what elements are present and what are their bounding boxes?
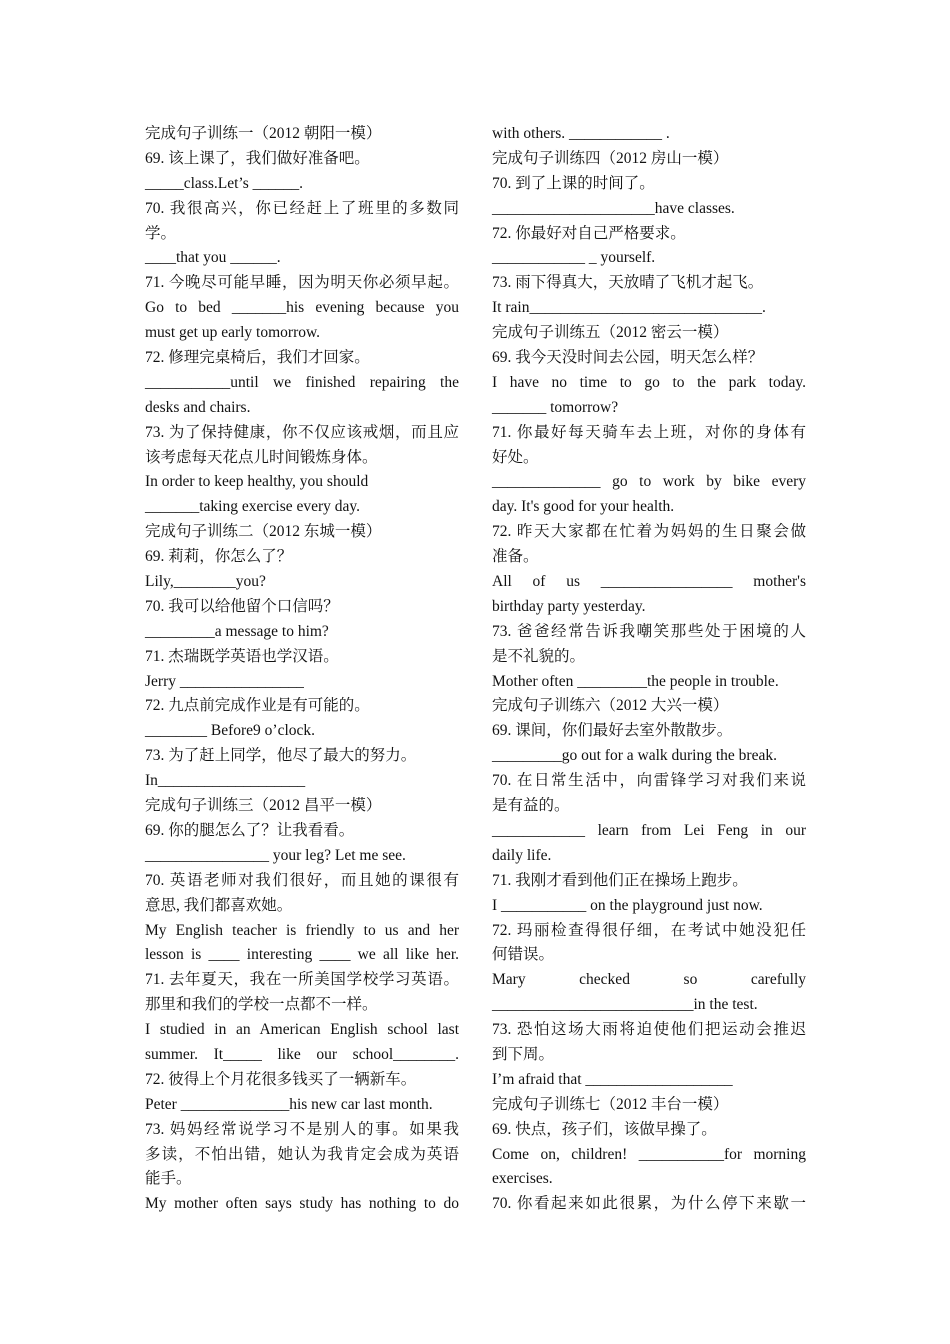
text-line: __________________________in the test. [492,996,758,1014]
text-line: 73. 爸爸经常告诉我嘲笑那些处于困境的人 [492,622,806,640]
text-line: My English teacher is friendly to us and her [145,921,459,939]
text-line: 73. 为了保持健康，你不仅应该戒烟，而且应 [145,423,459,441]
text-line: Peter ______________his new car last month. [145,1095,433,1113]
text-line: I studied in an American English school last [145,1021,459,1039]
text-line: 70. 我很高兴，你已经赶上了班里的多数同 [145,199,459,217]
text-line: _________a message to him? [145,622,329,640]
text-line: 能手。 [145,1170,192,1188]
text-line: 70. 英语老师对我们很好，而且她的课很有 [145,871,459,889]
text-line: 72. 你最好对自己严格要求。 [492,224,686,242]
text-line: 该考虑每天花点儿时间锻炼身体。 [145,448,378,466]
text-line: birthday party yesterday. [492,597,646,615]
text-line: 好处。 [492,448,539,466]
right-column [492,122,806,1217]
text-line: _______taking exercise every day. [145,498,361,516]
text-line: 72. 玛丽检查得很仔细，在考试中她没犯任 [492,921,806,939]
text-line: 73. 恐怕这场大雨将迫使他们把运动会推迟 [492,1021,806,1039]
text-line: ____________ learn from Lei Feng in our [492,821,806,839]
text-line: 69. 莉莉，你怎么了？ [145,548,293,566]
text-line: It rain______________________________. [492,299,766,317]
text-line: 完成句子训练三（2012 昌平一模） [145,797,382,815]
text-line: I ___________ on the playground just now. [492,896,763,914]
text-line: I have no time to go to the park today. [492,373,806,391]
text-line: ____________ _ yourself. [492,249,656,267]
text-line: exercises. [492,1170,553,1188]
text-line: 69. 快点，孩子们，该做早操了。 [492,1120,717,1138]
text-line: Come on, children! ___________for morning [492,1145,806,1163]
text-line: All of us _________________ mother's [492,573,806,591]
text-line: 完成句子训练一（2012 朝阳一模） [145,125,382,142]
text-line: 71. 你最好每天骑车去上班，对你的身体有 [492,423,806,441]
text-line: 69. 课间，你们最好去室外散散步。 [492,722,733,740]
text-line: ____that you ______. [145,249,281,267]
text-line: _____class.Let’s ______. [145,174,303,192]
text-line: 71. 今晚尽可能早睡，因为明天你必须早起。 [145,274,459,292]
text-line: In order to keep healthy, you should [145,473,369,491]
text-line: 69. 你的腿怎么了？让我看看。 [145,821,355,839]
text-line: In___________________ [145,772,306,790]
text-line: 72. 彼得上个月花很多钱买了一辆新车。 [145,1070,417,1088]
text-line: 完成句子训练四（2012 房山一模） [492,149,729,167]
text-line: 是有益的。 [492,797,570,815]
text-line: Mary checked so carefully [492,971,806,989]
text-line: 完成句子训练二（2012 东城一模） [145,523,382,541]
text-line: 完成句子训练七（2012 丰台一模） [492,1095,729,1113]
text-line: I’m afraid that ___________________ [492,1070,733,1088]
text-line: 72. 修理完桌椅后，我们才回家。 [145,349,370,367]
text-line: ________ Before9 o’clock. [145,722,316,740]
text-line: 准备。 [492,548,539,566]
text-line: Jerry ________________ [145,672,304,690]
text-line: 71. 去年夏天，我在一所美国学校学习英语。 [145,971,459,989]
text-line: Lily,________you? [145,573,266,591]
text-line: 70. 我可以给他留个口信吗？ [145,597,339,615]
text-line: ______________ go to work by bike every [492,473,806,491]
text-line: 73. 为了赶上同学，他尽了最大的努力。 [145,747,417,765]
text-line: ________________ your leg? Let me see. [145,846,406,864]
text-line: 70. 在日常生活中，向雷锋学习对我们来说 [492,772,806,790]
text-line: _____________________have classes. [492,199,735,217]
text-line: 是不礼貌的。 [492,647,586,665]
text-line: 71. 我刚才看到他们正在操场上跑步。 [492,871,748,889]
text-line: 何错误。 [492,946,555,964]
text-line: Go to bed _______his evening because you [145,299,459,317]
text-line: day. It's good for your health. [492,498,675,516]
text-line: 完成句子训练六（2012 大兴一模） [492,697,729,715]
text-line: 那里和我们的学校一点都不一样。 [145,996,378,1014]
text-line: 学。 [145,224,177,242]
text-line: 69. 该上课了，我们做好准备吧。 [145,149,370,167]
text-line: lesson is ____ interesting ____ we all like her. [145,946,459,964]
text-line: 72. 昨天大家都在忙着为妈妈的生日聚会做 [492,523,806,541]
text-line: 73. 妈妈经常说学习不是别人的事。如果我 [145,1120,459,1138]
text-line: 71. 杰瑞既学英语也学汉语。 [145,647,339,665]
text-line: My mother often says study has nothing to do [145,1195,459,1213]
text-line: 69. 我今天没时间去公园，明天怎么样？ [492,349,764,367]
text-line: _______ tomorrow? [492,398,619,416]
text-line: must get up early tomorrow. [145,324,321,342]
text-line: _________go out for a walk during the break. [492,747,777,765]
text-line: 70. 到了上课的时间了。 [492,174,655,192]
text-line: 70. 你看起来如此很累，为什么停下来歇一 [492,1195,806,1213]
text-line: with others. ____________ . [492,125,670,142]
text-line: 到下周。 [492,1045,555,1063]
text-line: desks and chairs. [145,398,251,416]
text-line: 72. 九点前完成作业是有可能的。 [145,697,370,715]
text-line: Mother often _________the people in trouble. [492,672,779,690]
text-line: 意思, 我们都喜欢她。 [145,896,293,914]
left-column [145,122,459,1217]
text-line: 完成句子训练五（2012 密云一模） [492,324,729,342]
text-line: ___________until we finished repairing the [145,373,459,391]
text-line: summer. It_____ like our school________. [145,1045,459,1063]
text-line: 73. 雨下得真大，天放晴了飞机才起飞。 [492,274,764,292]
text-line: 多读，不怕出错，她认为我肯定会成为英语 [145,1145,459,1163]
text-line: daily life. [492,846,552,864]
